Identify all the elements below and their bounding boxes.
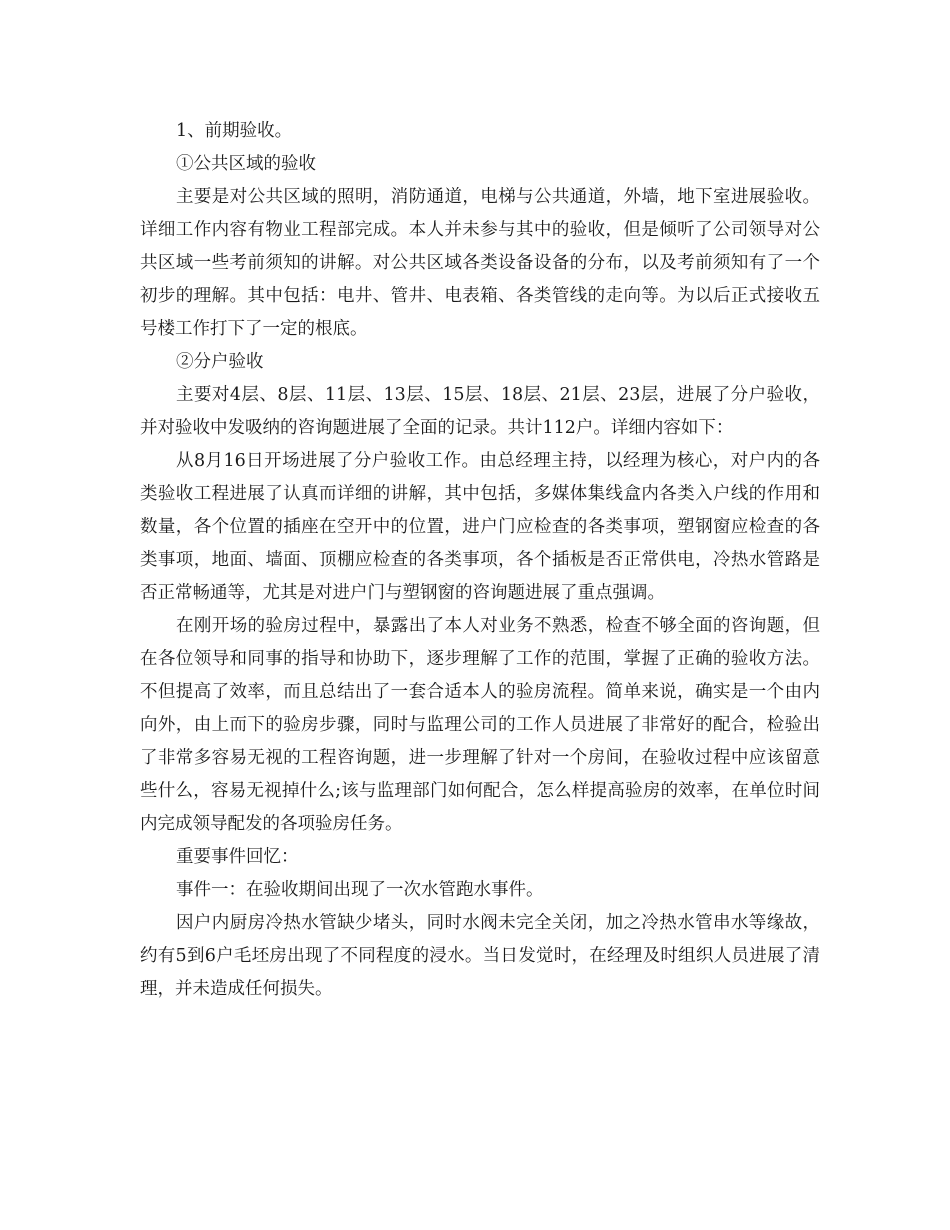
document-body [140, 115, 820, 1006]
paragraph: 事件一：在验收期间出现了一次水管跑水事件。 [176, 880, 544, 900]
paragraph: 因户内厨房冷热水管缺少堵头，同时水阀未完全关闭，加之冷热水管串水等缘故，约有5到6户毛坯房出现了不同程度的浸水。当日发觉时，在经理及时组织人员进展了清理，并未造成任何损失。 [140, 913, 820, 999]
subsection-heading: 重要事件回忆： [176, 847, 299, 867]
subsection-heading: ①公共区域的验收 [176, 154, 316, 174]
subsection-heading: ②分户验收 [176, 352, 264, 372]
paragraph: 主要对4层、8层、11层、13层、15层、18层、21层、23层，进展了分户验收，并对验收中发吸纳的咨询题进展了全面的记录。共计112户。详细内容如下： [140, 385, 820, 438]
paragraph: 从8月16日开场进展了分户验收工作。由总经理主持，以经理为核心，对户内的各类验收工程进展了认真而详细的讲解，其中包括，多媒体集线盒内各类入户线的作用和数量，各个位置的插座在空开中的位置，进户门应检查的各类事项，塑钢窗应检查的各类事项，地面、墙面、顶棚应检查的各类事项，各个插板是否正常供电，冷热水管路是否正常畅通等，尤其是对进户门与塑钢窗的咨询题进展了重点强调。 [140, 451, 820, 603]
paragraph: 主要是对公共区域的照明，消防通道，电梯与公共通道，外墙，地下室进展验收。详细工作内容有物业工程部完成。本人并未参与其中的验收，但是倾听了公司领导对公共区域一些考前须知的讲解。对公共区域各类设备设备的分布，以及考前须知有了一个初步的理解。其中包括：电井、管井、电表箱、各类管线的走向等。为以后正式接收五号楼工作打下了一定的根底。 [140, 187, 820, 339]
section-heading: 1、前期验收。 [176, 121, 293, 141]
paragraph: 在刚开场的验房过程中，暴露出了本人对业务不熟悉，检查不够全面的咨询题，但在各位领导和同事的指导和协助下，逐步理解了工作的范围，掌握了正确的验收方法。不但提高了效率，而且总结出了一套合适本人的验房流程。简单来说，确实是一个由内向外，由上而下的验房步骤，同时与监理公司的工作人员进展了非常好的配合，检验出了非常多容易无视的工程咨询题，进一步理解了针对一个房间，在验收过程中应该留意些什么，容易无视掉什么;该与监理部门如何配合，怎么样提高验房的效率，在单位时间内完成领导配发的各项验房任务。 [140, 616, 820, 834]
